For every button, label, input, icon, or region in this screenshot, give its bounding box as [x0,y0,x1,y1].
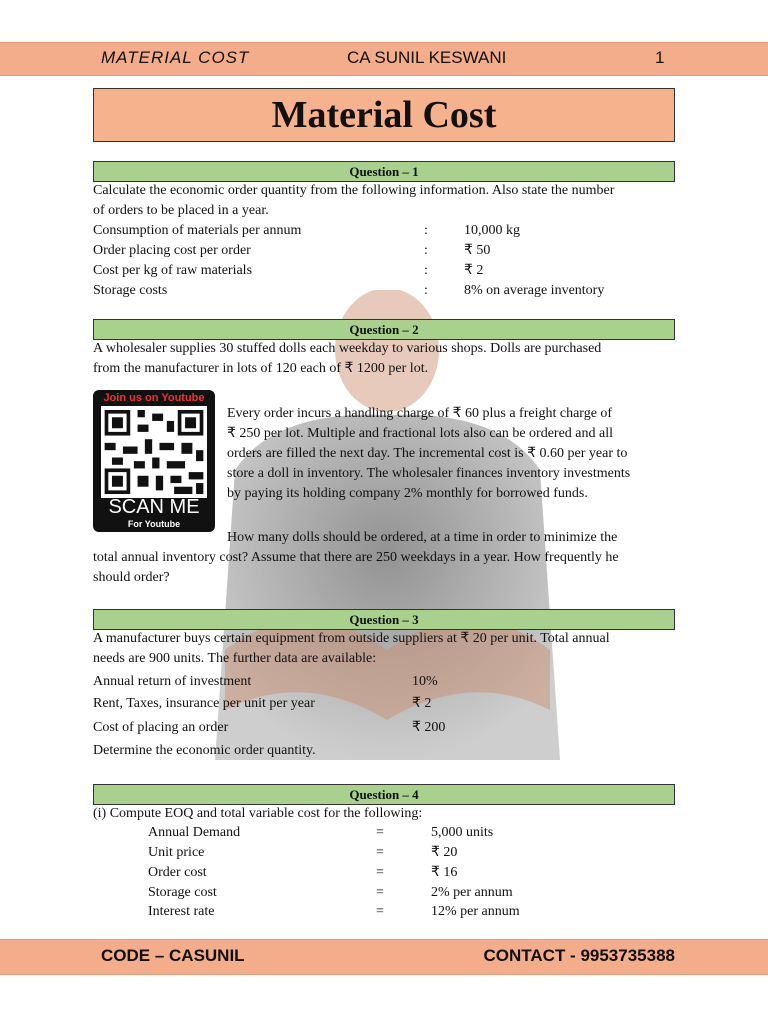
q1-row-value: 10,000 kg [464,223,520,238]
q2-para-line: Every order incurs a handling charge of ₹ 60 plus a freight charge of [227,406,613,421]
q2-para-line: orders are filled the next day. The incremental cost is ₹ 0.60 per year to [227,446,628,461]
q3-row-value: 10% [412,674,438,689]
q1-row-value: ₹ 2 [464,263,484,278]
q4-row-label: Interest rate [148,904,215,919]
q4-intro: (i) Compute EOQ and total variable cost for the following: [93,806,423,821]
q4-row-sep: = [376,825,384,840]
header-subject: MATERIAL COST [101,48,250,67]
q1-row-label: Storage costs [93,283,168,298]
page-number: 1 [655,48,665,67]
q4-row-label: Order cost [148,865,207,880]
q1-row-sep: : [424,243,428,258]
q1-row-value: 8% on average inventory [464,283,605,298]
q4-row-sep: = [376,845,384,860]
page-title: Material Cost [271,94,497,136]
q2-para-line: by paying its holding company 2% monthly for borrowed funds. [227,486,588,501]
q1-row-label: Order placing cost per order [93,243,251,258]
q3-row-label: Cost of placing an order [93,720,229,735]
q4-row-sep: = [376,885,384,900]
q4-row-label: Unit price [148,845,205,860]
q4-row-sep: = [376,904,384,919]
q2-para-line: total annual inventory cost? Assume that there are 250 weekdays in a year. How frequently he [93,550,619,565]
q3-intro-line-1: A manufacturer buys certain equipment from outside suppliers at ₹ 20 per unit. Total annual [93,631,610,646]
qr-scan-label: SCAN ME [108,496,200,518]
q1-row-sep: : [424,263,428,278]
question-3-header: Question – 3 [93,609,675,630]
q3-row-label: Annual return of investment [93,674,252,689]
q4-row-value: ₹ 20 [431,845,458,860]
q1-row-sep: : [424,283,428,298]
youtube-qr-badge[interactable] [93,390,215,532]
header-author: CA SUNIL KESWANI [347,48,507,67]
q1-row-value: ₹ 50 [464,243,491,258]
question-1-header: Question – 1 [93,161,675,182]
q2-para-line: should order? [93,570,170,585]
q2-para-line: from the manufacturer in lots of 120 each of ₹ 1200 per lot. [93,361,429,376]
footer-code: CODE – CASUNIL [101,946,245,965]
page-title-box [93,88,675,142]
q3-closing: Determine the economic order quantity. [93,743,316,758]
q4-row-label: Storage cost [148,885,217,900]
q1-intro-line-1: Calculate the economic order quantity from the following information. Also state the number [93,183,615,198]
q1-row-label: Cost per kg of raw materials [93,263,253,278]
q1-intro-line-2: of orders to be placed in a year. [93,203,269,218]
q2-para-line: ₹ 250 per lot. Multiple and fractional lots also can be ordered and all [227,426,614,441]
q2-para-line: How many dolls should be ordered, at a time in order to minimize the [227,530,618,545]
q3-intro-line-2: needs are 900 units. The further data are available: [93,651,377,666]
q1-row-sep: : [424,223,428,238]
question-4-header: Question – 4 [93,784,675,805]
q3-row-value: ₹ 2 [412,696,432,711]
q4-row-value: 5,000 units [431,825,494,840]
q4-row-value: ₹ 16 [431,865,458,880]
q2-para-line: store a doll in inventory. The wholesaler finances inventory investments [227,466,631,481]
question-2-header: Question – 2 [93,319,675,340]
qr-code-icon [101,406,207,498]
q3-row-label: Rent, Taxes, insurance per unit per year [93,696,315,711]
q1-row-label: Consumption of materials per annum [93,223,302,238]
q4-row-label: Annual Demand [148,825,241,840]
qr-caption-top: Join us on Youtube [103,392,205,404]
q3-row-value: ₹ 200 [412,720,446,735]
qr-sub-label: For Youtube [127,519,181,529]
q4-row-value: 12% per annum [431,904,520,919]
q2-para-line: A wholesaler supplies 30 stuffed dolls each weekday to various shops. Dolls are purchased [93,341,602,356]
q4-row-value: 2% per annum [431,885,513,900]
footer-contact: CONTACT - 9953735388 [483,946,675,965]
q4-row-sep: = [376,865,384,880]
